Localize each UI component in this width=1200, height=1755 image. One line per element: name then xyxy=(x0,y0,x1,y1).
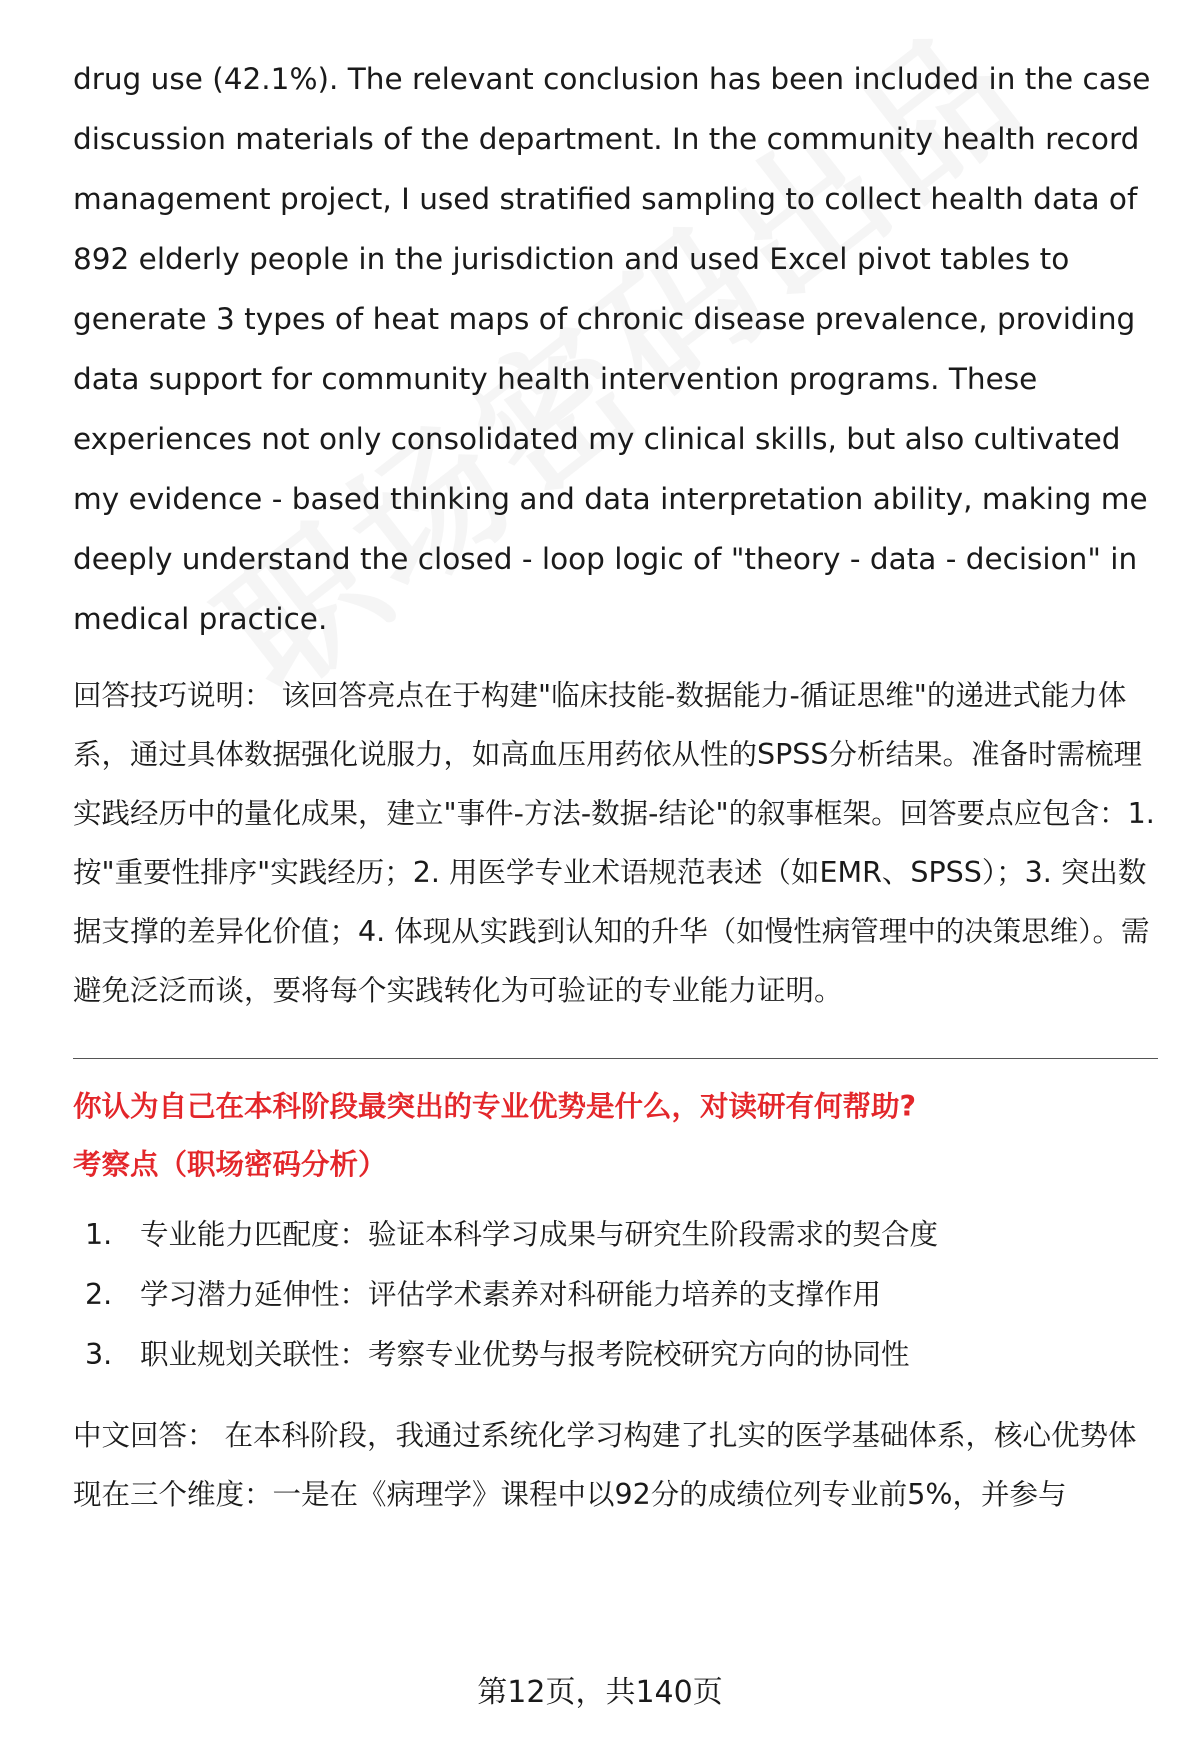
list-item xyxy=(73,1325,1158,1385)
page-content xyxy=(73,49,1158,1524)
assessment-heading: 考察点（职场密码分析） xyxy=(73,1148,387,1181)
answer-tips-paragraph: 回答技巧说明： 该回答亮点在于构建"临床技能-数据能力-循证思维"的递进式能力体系，通过具体数据强化说服力，如高血压用药依从性的SPSS分析结果。准备时需梳理实践经历中的量化成果，建立"事件-方法-数据-结论"的叙事框架。回答要点应包含：1. 按"重要性排序"实践经历；2. 用医学专业术语规范表述（如EMR、SPSS）；3. 突出数据支撑的差异化价值；4. 体现从实践到认知的升华（如慢性病管理中的决策思维）。需避免泛泛而谈，要将每个实践转化为可验证的专业能力证明。 xyxy=(73,679,1155,1007)
list-item-text: 学习潜力延伸性：评估学术素养对科研能力培养的支撑作用 xyxy=(140,1278,882,1311)
list-item-text: 专业能力匹配度：验证本科学习成果与研究生阶段需求的契合度 xyxy=(140,1218,939,1251)
list-item xyxy=(73,1265,1158,1325)
intro-paragraph: drug use (42.1%). The relevant conclusion has been included in the case discussion materials of the department. In the community health record management project, I used stratified sampling to collect health data of 892 elderly people in the jurisdiction and used Excel pivot tables to generate 3 types of heat maps of chronic disease prevalence, providing data support for community health intervention programs. These experiences not only consolidated my clinical skills, but also cultivated my evidence - based thinking and data interpretation ability, making me deeply understand the closed - loop logic of "theory - data - decision" in medical practice. xyxy=(73,62,1151,636)
list-number: 3. xyxy=(85,1338,113,1371)
chinese-answer-paragraph: 中文回答： 在本科阶段，我通过系统化学习构建了扎实的医学基础体系，核心优势体现在三个维度：一是在《病理学》课程中以92分的成绩位列专业前5%，并参与 xyxy=(73,1419,1137,1511)
section-divider xyxy=(73,1058,1158,1059)
assessment-list xyxy=(73,1205,1158,1385)
page-footer: 第12页，共140页 xyxy=(477,1675,723,1710)
list-item-text: 职业规划关联性：考察专业优势与报考院校研究方向的协同性 xyxy=(140,1338,910,1371)
list-item xyxy=(73,1205,1158,1265)
list-number: 1. xyxy=(85,1218,113,1251)
list-number: 2. xyxy=(85,1278,113,1311)
question-heading: 你认为自己在本科阶段最突出的专业优势是什么，对读研有何帮助? xyxy=(73,1090,917,1123)
